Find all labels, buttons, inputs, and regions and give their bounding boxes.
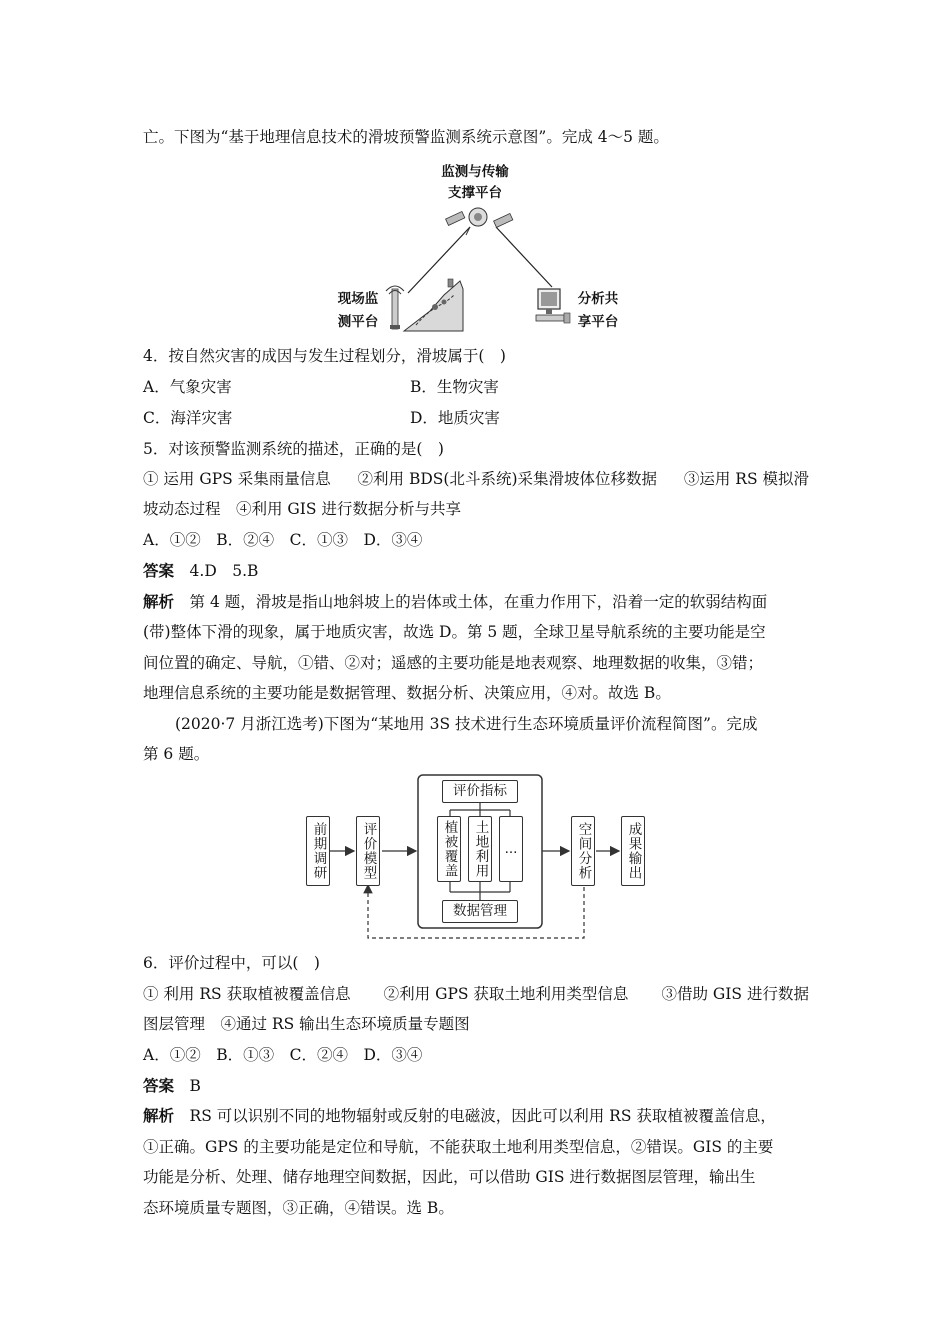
model-box: 评价模型: [356, 816, 380, 886]
analysis-2-line-2: ①正确。GPS 的主要功能是定位和导航，不能获取土地利用类型信息，②错误。GIS 的主要: [143, 1138, 774, 1156]
q6-statements-line-2: 图层管理 ④通过 RS 输出生态环境质量专题图: [143, 1015, 470, 1033]
q4-option-a: A．气象灾害: [143, 378, 232, 396]
data-management-box: 数据管理: [442, 900, 518, 923]
q5-statement-1: ① 运用 GPS 采集雨量信息: [143, 470, 331, 488]
q4-option-c: C．海洋灾害: [143, 409, 233, 427]
q5-stem: 5．对该预警监测系统的描述，正确的是( ): [143, 440, 444, 458]
q5-statement-2: ②利用 BDS(北斗系统)采集滑坡体位移数据: [357, 470, 658, 488]
vegetation-box: 植被覆盖: [437, 816, 461, 882]
landslide-hill-icon: [404, 279, 463, 331]
indicators-box: 评价指标: [442, 780, 518, 803]
q6-statement-3: ③借助 GIS 进行数据: [661, 985, 809, 1003]
research-box: 前期调研: [306, 816, 330, 886]
analysis-2-line-4: 态环境质量专题图，③正确，④错误。选 B。: [143, 1199, 454, 1217]
satellite-icon: [446, 208, 513, 235]
q4-option-d: D．地质灾害: [410, 409, 500, 427]
landslide-diagram-svg: [320, 155, 640, 335]
evaluation-flowchart: [300, 770, 660, 945]
analysis-1-label: 解析: [143, 593, 175, 611]
q5-statement-3: ③运用 RS 模拟滑: [683, 470, 809, 488]
spatial-analysis-box: 空间分析: [571, 816, 595, 886]
analysis-2-line-3: 功能是分析、处理、储存地理空间数据，因此，可以借助 GIS 进行数据图层管理，输出生: [143, 1168, 756, 1186]
analysis-1-line-1: [143, 592, 809, 612]
analysis-2-line-1: [143, 1106, 776, 1126]
analysis-label-1: 分析共: [577, 291, 619, 307]
site-label-1: 现场监: [337, 291, 379, 307]
q4-option-b: B．生物灾害: [410, 378, 499, 396]
analysis-2-label: 解析: [143, 1107, 175, 1125]
q6-statements-line-1: [143, 984, 809, 1004]
intro-text: 亡。下图为“基于地理信息技术的滑坡预警监测系统示意图”。完成 4～5 题。: [143, 128, 669, 146]
q6-statement-1: ① 利用 RS 获取植被覆盖信息: [143, 985, 351, 1003]
answer-2-value: B: [189, 1077, 201, 1095]
q6-stem: 6．评价过程中，可以( ): [143, 954, 320, 972]
answer-2-label: 答案: [143, 1077, 175, 1095]
more-indicators-box: ...: [499, 816, 523, 882]
answer-1-label: 答案: [143, 562, 175, 580]
analysis-1-line-3: 间位置的确定、导航，①错、②对；遥感的主要功能是地表观察、地理数据的收集，③错；: [143, 654, 764, 672]
analysis-2-text-1: RS 可以识别不同的地物辐射或反射的电磁波，因此可以利用 RS 获取植被覆盖信息，: [189, 1107, 776, 1125]
monitor-tower-icon: [386, 286, 404, 329]
output-box: 成果输出: [621, 816, 645, 886]
analysis-1-line-2: (带)整体下滑的现象，属于地质灾害，故选 D。第 5 题，全球卫星导航系统的主要功能是空: [143, 623, 766, 641]
site-label-2: 测平台: [337, 314, 379, 330]
intro2-line-1: (2020·7 月浙江选考)下图为“某地用 3S 技术进行生态环境质量评价流程简图”。完成: [175, 715, 758, 733]
satellite-label-2: 支撑平台: [448, 185, 502, 201]
answer-1: [143, 561, 258, 581]
link-line-right: [496, 227, 552, 287]
answer-2: [143, 1076, 201, 1096]
land-use-box: 土地利用: [468, 816, 492, 882]
answer-1-value: 4.D 5.B: [189, 562, 259, 580]
satellite-label-1: 监测与传输: [441, 164, 509, 180]
analysis-label-2: 享平台: [577, 314, 619, 330]
landslide-figure: [320, 155, 640, 335]
q5-statements-line-1: [143, 469, 809, 489]
analysis-1-line-4: 地理信息系统的主要功能是数据管理、数据分析、决策应用，④对。故选 B。: [143, 684, 671, 702]
q6-statement-2: ②利用 GPS 获取土地利用类型信息: [383, 985, 629, 1003]
intro2-line-2: 第 6 题。: [143, 745, 210, 763]
q6-options: A．①② B．①③ C．②④ D．③④: [143, 1046, 423, 1064]
q5-options: A．①② B．②④ C．①③ D．③④: [143, 531, 423, 549]
q5-statements-line-2: 坡动态过程 ④利用 GIS 进行数据分析与共享: [143, 500, 461, 518]
analysis-1-text-1: 第 4 题，滑坡是指山地斜坡上的岩体或土体，在重力作用下，沿着一定的软弱结构面: [189, 593, 768, 611]
q4-stem: 4．按自然灾害的成因与发生过程划分，滑坡属于( ): [143, 347, 506, 365]
computer-icon: [536, 289, 570, 323]
